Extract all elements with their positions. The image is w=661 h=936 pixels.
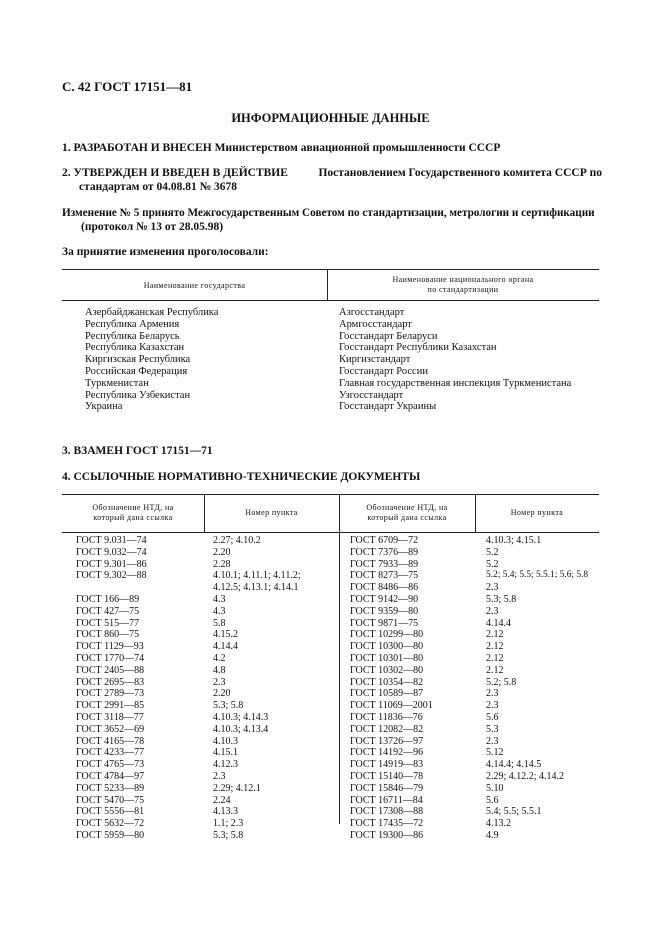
table-row: ГОСТ 16711—84 <box>350 794 423 806</box>
table-row: ГОСТ 860—75 <box>76 629 140 641</box>
table-row: ГОСТ 2405—88 <box>76 664 145 676</box>
refs-right-docs <box>350 535 433 842</box>
table-row: ГОСТ 9.032—74 <box>76 546 147 558</box>
votes-header-body-line-2: по стандартизации <box>427 285 499 294</box>
refs-center-divider <box>339 494 340 824</box>
votes-states-list <box>85 307 218 413</box>
list-item: Республика Казахстан <box>85 342 185 354</box>
refs-header-doc-left-line-2: который дана ссылка <box>93 513 173 522</box>
table-row: 4.3 <box>213 593 226 605</box>
table-row: 4.13.2 <box>486 818 511 830</box>
change-line-2: (протокол № 13 от 28.05.98) <box>81 221 224 233</box>
list-item: Госстандарт Республики Казахстан <box>339 342 497 354</box>
list-item: Азербайджанская Республика <box>85 307 219 318</box>
table-row: ГОСТ 5632—72 <box>76 818 145 830</box>
table-row: 5.12 <box>486 747 504 759</box>
table-row: ГОСТ 9.301—86 <box>76 558 147 570</box>
table-row: ГОСТ 6709—72 <box>350 535 419 546</box>
votes-table-header-rule <box>62 300 599 301</box>
table-row: ГОСТ 10299—80 <box>350 629 424 641</box>
table-row: 1.1; 2.3 <box>213 818 244 830</box>
table-row: ГОСТ 17435—72 <box>350 818 424 830</box>
table-row: 4.10.3; 4.13.4 <box>213 723 269 735</box>
table-row: ГОСТ 10302—80 <box>350 664 424 676</box>
table-row: ГОСТ 11836—76 <box>350 711 423 723</box>
change-note <box>62 206 607 234</box>
table-row: ГОСТ 9871—75 <box>350 617 419 629</box>
refs-header-item-right: Номер пункта <box>510 508 564 517</box>
refs-header-doc-left-line-1: Обозначение НТД, на <box>92 503 174 512</box>
list-item: Республика Узбекистан <box>85 389 191 401</box>
table-row: 4.12.3 <box>213 759 238 771</box>
table-row: ГОСТ 2991—85 <box>76 700 145 712</box>
table-row: 4.10.3; 4.14.3 <box>213 711 269 723</box>
votes-bodies-list <box>339 307 571 413</box>
table-row: 4.14.4 <box>486 617 511 629</box>
table-row: ГОСТ 15846—79 <box>350 782 424 794</box>
table-row: 4.9 <box>486 829 499 841</box>
refs-header-item-left: Номер пункта <box>245 508 298 517</box>
list-item: Узгосстандарт <box>339 389 404 401</box>
table-row: ГОСТ 1129—93 <box>76 641 144 653</box>
item-2 <box>62 166 602 194</box>
table-row: 5.3; 5.8 <box>213 700 244 712</box>
table-row: 4.2 <box>213 652 226 664</box>
table-row: ГОСТ 10354—82 <box>350 676 424 688</box>
table-row: 4.10.3 <box>213 735 238 747</box>
item-1-text: Министерством авиационной промышленности СССР <box>214 142 501 154</box>
change-line-1: Изменение № 5 принято Межгосударственным Советом по стандартизации, метрологии и сертификации <box>62 207 595 219</box>
item-1-lead: 1. РАЗРАБОТАН И ВНЕСЕН <box>62 142 212 154</box>
table-row: 5.6 <box>486 711 499 723</box>
table-row: ГОСТ 4165—78 <box>76 735 145 747</box>
table-row: 2.3 <box>213 770 226 782</box>
table-row: ГОСТ 10300—80 <box>350 641 424 653</box>
table-row: 2.12 <box>486 641 504 653</box>
table-row: 2.3 <box>486 700 499 712</box>
table-row: 2.3 <box>213 676 226 688</box>
table-row: ГОСТ 9142—90 <box>350 593 419 605</box>
list-item: Киргизстандарт <box>339 354 411 366</box>
table-row: ГОСТ 4233—77 <box>76 747 145 759</box>
table-row: 5.3; 5.8 <box>213 829 244 841</box>
table-row: 4.14.4; 4.14.5 <box>486 759 542 771</box>
table-row: ГОСТ 17308—88 <box>350 806 424 818</box>
list-item: Российская Федерация <box>85 365 188 377</box>
refs-right-items <box>486 535 588 842</box>
table-row: ГОСТ 5556—81 <box>76 806 145 818</box>
table-row: 4.10.3; 4.15.1 <box>486 535 542 546</box>
refs-table-top-rule <box>62 494 599 495</box>
list-item: Республика Беларусь <box>85 330 180 342</box>
list-item: Госстандарт Украины <box>339 401 437 413</box>
table-row: ГОСТ 10301—80 <box>350 652 424 664</box>
table-row: 4.15.2 <box>213 629 238 641</box>
list-item: Армгосстандарт <box>339 318 412 330</box>
table-row: 4.14.4 <box>213 641 238 653</box>
votes-table-top-rule <box>62 269 599 270</box>
item-2-text-2: стандартам от 04.08.81 № 3678 <box>79 181 238 193</box>
table-row: 2.3 <box>486 582 499 594</box>
refs-left-docs <box>76 535 147 842</box>
refs-header-doc-right-line-2: который дана ссылка <box>367 513 447 522</box>
refs-header-doc-right <box>339 503 475 523</box>
table-row: 2.29; 4.12.2; 4.14.2 <box>486 770 565 782</box>
table-row: 5.10 <box>486 782 504 794</box>
table-row: 2.27; 4.10.2 <box>213 535 261 546</box>
list-item: Госстандарт России <box>339 365 428 377</box>
table-row: 4.15.1 <box>213 747 238 759</box>
table-row: ГОСТ 11069—2001 <box>350 700 433 712</box>
table-row: 4.12.5; 4.13.1; 4.14.1 <box>213 582 299 594</box>
table-row: ГОСТ 7933—89 <box>350 558 419 570</box>
list-item: Украина <box>85 401 123 413</box>
table-row: ГОСТ 14919—83 <box>350 759 424 771</box>
table-row: 4.3 <box>213 605 226 617</box>
table-row: 5.4; 5.5; 5.5.1 <box>486 806 542 818</box>
table-row: ГОСТ 5959—80 <box>76 829 145 841</box>
list-item: Госстандарт Беларуси <box>339 330 438 342</box>
table-row: 4.8 <box>213 664 226 676</box>
table-row: 5.2 <box>486 546 499 558</box>
table-row: 2.24 <box>213 794 231 806</box>
table-row: 5.2; 5.8 <box>486 676 517 688</box>
table-row: ГОСТ 13726—97 <box>350 735 424 747</box>
table-row: ГОСТ 166—89 <box>76 593 140 605</box>
table-row: 2.12 <box>486 664 504 676</box>
table-row: 5.2; 5.4; 5.5; 5.5.1; 5.6; 5.8 <box>486 570 589 581</box>
table-row: ГОСТ 2695—83 <box>76 676 145 688</box>
list-item: Главная государственная инспекция Туркменистана <box>339 377 572 389</box>
table-row: 2.3 <box>486 688 499 700</box>
table-row: 2.3 <box>486 735 499 747</box>
table-row: ГОСТ 9.031—74 <box>76 535 147 546</box>
refs-table-header-rule <box>62 532 599 533</box>
table-row: 4.10.1; 4.11.1; 4.11.2; <box>213 570 301 582</box>
table-row: ГОСТ 8486—86 <box>350 582 419 594</box>
refs-left-items <box>213 535 335 842</box>
table-row: 2.29; 4.12.1 <box>213 782 261 794</box>
votes-header-state: Наименование государства <box>143 281 246 290</box>
table-row: 2.12 <box>486 629 504 641</box>
item-1 <box>62 141 500 155</box>
table-row: 5.8 <box>213 617 226 629</box>
list-item: Киргизская Республика <box>85 354 191 366</box>
list-item: Республика Армения <box>85 318 180 330</box>
item-2-lead: 2. УТВЕРЖДЕН И ВВЕДЕН В ДЕЙСТВИЕ <box>62 167 288 179</box>
table-row: ГОСТ 14192—96 <box>350 747 424 759</box>
table-row: 2.20 <box>213 688 231 700</box>
table-row: ГОСТ 9359—80 <box>350 605 419 617</box>
page-header: С. 42 ГОСТ 17151—81 <box>62 79 193 94</box>
table-row: ГОСТ 427—75 <box>76 605 140 617</box>
list-item: Азгосстандарт <box>339 307 405 318</box>
table-row: 5.3; 5.8 <box>486 593 517 605</box>
table-row: ГОСТ 1770—74 <box>76 652 145 664</box>
item-2-text-1: Постановлением Государственного комитета СССР по <box>318 167 602 179</box>
table-row: 4.13.3 <box>213 806 238 818</box>
table-row: ГОСТ 4784—97 <box>76 770 145 782</box>
table-row <box>76 582 147 594</box>
table-row: 5.3 <box>486 723 499 735</box>
refs-header-doc-left <box>62 503 204 523</box>
table-row: ГОСТ 10589—87 <box>350 688 424 700</box>
table-row: 2.20 <box>213 546 231 558</box>
table-row: ГОСТ 2789—73 <box>76 688 145 700</box>
item-3: 3. ВЗАМЕН ГОСТ 17151—71 <box>62 445 213 457</box>
table-row: 5.6 <box>486 794 499 806</box>
table-row: ГОСТ 515—77 <box>76 617 140 629</box>
table-row: ГОСТ 15140—78 <box>350 770 424 782</box>
table-row: 2.12 <box>486 652 504 664</box>
table-row: ГОСТ 5233—89 <box>76 782 145 794</box>
table-row: ГОСТ 9.302—88 <box>76 570 147 582</box>
table-row: ГОСТ 3118—77 <box>76 711 144 723</box>
table-row: ГОСТ 4765—73 <box>76 759 145 771</box>
refs-header-doc-right-line-1: Обозначение НТД, на <box>366 503 448 512</box>
section-title: ИНФОРМАЦИОННЫЕ ДАННЫЕ <box>231 111 430 125</box>
table-row: ГОСТ 5470—75 <box>76 794 145 806</box>
item-4: 4. ССЫЛОЧНЫЕ НОРМАТИВНО-ТЕХНИЧЕСКИЕ ДОКУМЕНТЫ <box>62 471 421 483</box>
list-item: Туркменистан <box>85 377 149 389</box>
votes-header-body-line-1: Наименование национального органа <box>392 275 534 284</box>
voted-label: За принятие изменения проголосовали: <box>62 246 269 258</box>
table-row: ГОСТ 12082—82 <box>350 723 424 735</box>
table-row: 2.28 <box>213 558 231 570</box>
table-row: 2.3 <box>486 605 499 617</box>
table-row: ГОСТ 8273—75 <box>350 570 419 582</box>
table-row: ГОСТ 7376—89 <box>350 546 419 558</box>
table-row: 5.2 <box>486 558 499 570</box>
table-row: ГОСТ 3652—69 <box>76 723 145 735</box>
table-row: ГОСТ 19300—86 <box>350 829 424 841</box>
votes-header-body <box>327 275 599 295</box>
